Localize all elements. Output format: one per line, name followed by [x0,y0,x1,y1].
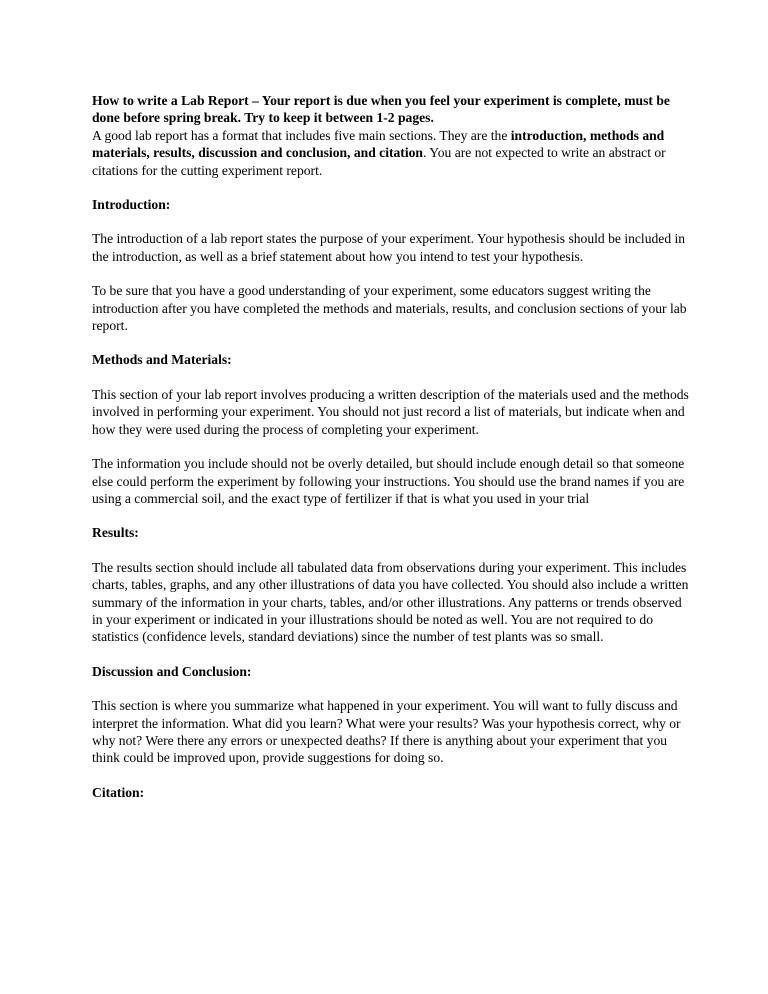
section-heading-methods: Methods and Materials: [92,352,232,368]
document-page [92,92,692,818]
introduction-paragraph-1: The introduction of a lab report states the purpose of your experiment. Your hypothesis should be included in the introduction, as well as a brief statement about how you intend to test your hypothesis. [92,231,686,264]
overview-text-start: A good lab report has a format that includes five main sections. They are the [92,127,511,143]
section-heading-discussion: Discussion and Conclusion: [92,663,252,679]
section-heading-results: Results: [92,525,139,541]
overview-paragraph [92,127,692,179]
section-heading-introduction: Introduction: [92,197,171,213]
overview-text-end: . You are not expected to write an abstract or citations for the cutting experiment report. [92,145,666,178]
methods-paragraph-1: This section of your lab report involves producing a written description of the materials used and the methods involved in performing your experiment. You should not just record a list of materials, but indicate when and how they were used during the process of completing your experiment. [92,386,689,437]
discussion-paragraph-1: This section is where you summarize what happened in your experiment. You will want to fully discuss and interpret the information. What did you learn? What were your results? Was your hypothesis correct, why or why not? Were there any errors or unexpected deaths? If there is anything about your experiment that you think could be improved upon, provide suggestions for doing so. [92,698,681,766]
introduction-paragraph-2: To be sure that you have a good understanding of your experiment, some educators suggest writing the introduction after you have completed the methods and materials, results, and conclusion sections of your lab report. [92,283,687,334]
section-heading-citation: Citation: [92,784,145,800]
intro-block [92,92,692,179]
lead-statement: How to write a Lab Report – Your report is due when you feel your experiment is complete, must be done before spring break. Try to keep it between 1-2 pages. [92,93,670,126]
results-paragraph-1: The results section should include all tabulated data from observations during your experiment. This includes charts, tables, graphs, and any other illustrations of data you have collected. You should also include a written summary of the information in your charts, tables, and/or other illustrations. Any patterns or trends observed in your experiment or indicated in your illustrations should be noted as well. You are not required to do statistics (confidence levels, standard deviations) since the number of test plants was so small. [92,559,689,645]
overview-section-list: introduction, methods and materials, results, discussion and conclusion, and citation [92,127,665,161]
methods-paragraph-2: The information you include should not be overly detailed, but should include enough detail so that someone else could perform the experiment by following your instructions. You should use the brand names if you are using a commercial soil, and the exact type of fertilizer if that is what you used in your trial [92,456,685,506]
